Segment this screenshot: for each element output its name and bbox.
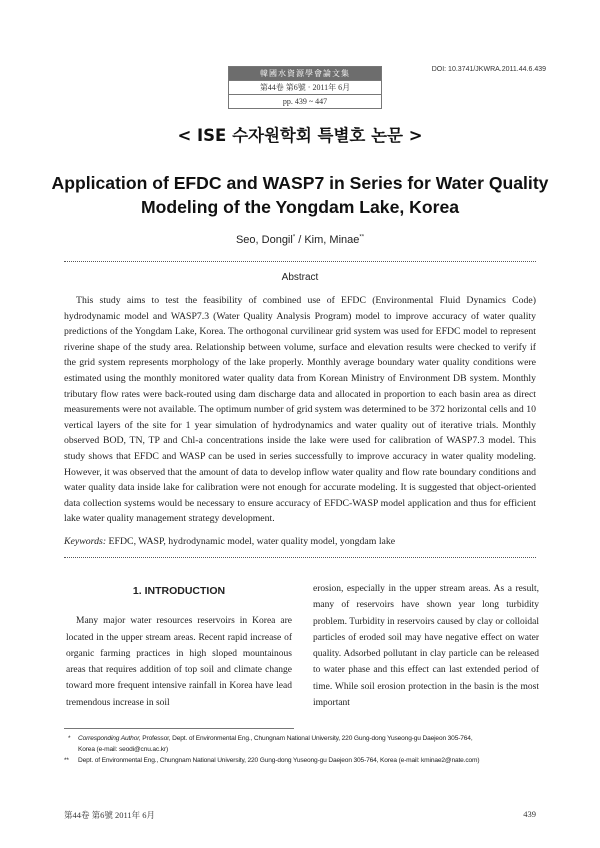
footnote-1-role: Corresponding Author, bbox=[78, 735, 141, 742]
author-2: Kim, Minae bbox=[304, 234, 360, 246]
intro-paragraph-right: erosion, especially in the upper stream areas. As a result, many of reservoirs have shown year long turbidity problem. Turbidity in reservoirs caused by clay or colloidal particles of eroded soil may have negative effect on water quality. Adsorbed pollutant in clay particle can be released to water phase and this effect can last extended period of time. While soil erosion protection in the basin is the most important bbox=[313, 584, 539, 709]
journal-pages: pp. 439 ~ 447 bbox=[229, 94, 381, 108]
author-line bbox=[0, 234, 600, 246]
doi: DOI: 10.3741/JKWRA.2011.44.6.439 bbox=[431, 66, 546, 73]
page-number: 439 bbox=[523, 809, 536, 819]
keywords bbox=[64, 536, 536, 547]
body-column-left bbox=[66, 581, 292, 711]
author-1-mark: * bbox=[292, 234, 296, 241]
keywords-label: Keywords: bbox=[64, 536, 107, 547]
author-1: Seo, Dongil bbox=[235, 234, 293, 246]
special-issue-label: < ISE 수자원학회 특별호 논문 > bbox=[177, 126, 423, 145]
footer-issue: 第44卷 第6號 2011年 6月 bbox=[64, 810, 156, 820]
footnote-2-text: Dept. of Environmental Eng., Chungnam National University, 220 Gung-dong Yuseong-gu Daejeon 305-764, Korea (e-mail: kminae2@nate.com) bbox=[78, 757, 480, 764]
footnotes bbox=[64, 733, 544, 766]
journal-info-box bbox=[228, 66, 382, 109]
intro-paragraph-left: Many major water resources reservoirs in Korea are located in the upper stream areas. Recent rapid increase of organic farming practices in high sloped mountainous areas that requires addition of top soil and climate change toward more frequent intensive rainfall in Korea have lead tremendous increase in soil bbox=[66, 616, 292, 708]
dotted-divider-top bbox=[64, 261, 536, 262]
abstract-heading: Abstract bbox=[281, 272, 319, 283]
journal-name: 韓國水資源學會論文集 bbox=[229, 67, 381, 80]
footnote-1-email: Korea (e-mail: seodi@cnu.ac.kr) bbox=[78, 746, 168, 753]
author-separator: / bbox=[295, 234, 305, 246]
footnote-rule bbox=[64, 728, 294, 729]
footnote-2 bbox=[64, 755, 544, 766]
footnote-2-mark: ** bbox=[64, 757, 69, 764]
footnote-1 bbox=[64, 733, 544, 755]
paper-title: Application of EFDC and WASP7 in Series for Water Quality Modeling of the Yongdam Lake, Korea bbox=[51, 173, 549, 217]
footnote-1-text: Professor, Dept. of Environmental Eng., Chungnam National University, 220 Gung-dong Yuseong-gu Daejeon 305-764, bbox=[140, 735, 473, 742]
dotted-divider-bottom bbox=[64, 557, 536, 558]
footnote-1-mark: * bbox=[68, 735, 71, 742]
journal-issue: 第44卷 第6號 · 2011年 6月 bbox=[229, 80, 381, 94]
abstract-text: This study aims to test the feasibility of combined use of EFDC (Environmental Fluid Dynamics Code) hydrodynamic model and WASP7.3 (Water Quality Analysis Program) model to improve accuracy of water quality predictions of the Yongdam Lake, Korea. The orthogonal curvilinear grid system was used for EFDC model to represent riverine shape of the study area. Relationship between volume, surface and elevation results were checked to verify if the grid system represents morphology of the lake properly. Monthly average boundary water quality conditions were estimated using the monthly monitored water quality data from Korean Ministry of Environment DB system. Monthly tributary flow rates were back-routed using dam discharge data and allocated in proportion to each basin area as direct measurements were not available. The optimum number of grid system was determined to be 372 horizontal cells and 10 vertical layers of the site for 1 year simulation of hydrodynamics and water quality out of iterative trials. Monthly observed BOD, TN, TP and Chl-a concentrations inside the lake were used for calibration of WASP7.3 model. This study shows that EFDC and WASP can be used in series successfully to improve accuracy in water quality modeling. However, it was observed that the amount of data to develop inflow water quality and flow rate boundary conditions and water quality data inside lake for calibration were not enough for accurate modeling. It is suggested that object-oriented data collection systems would be necessary to ensure accuracy of EFDC-WASP model application and thus for efficient lake water quality management strategy development. bbox=[64, 295, 536, 525]
keywords-text: EFDC, WASP, hydrodynamic model, water quality model, yongdam lake bbox=[106, 536, 396, 547]
author-2-mark: ** bbox=[359, 234, 365, 241]
body-column-right bbox=[313, 581, 539, 711]
section-heading-introduction: 1. INTRODUCTION bbox=[132, 585, 226, 597]
